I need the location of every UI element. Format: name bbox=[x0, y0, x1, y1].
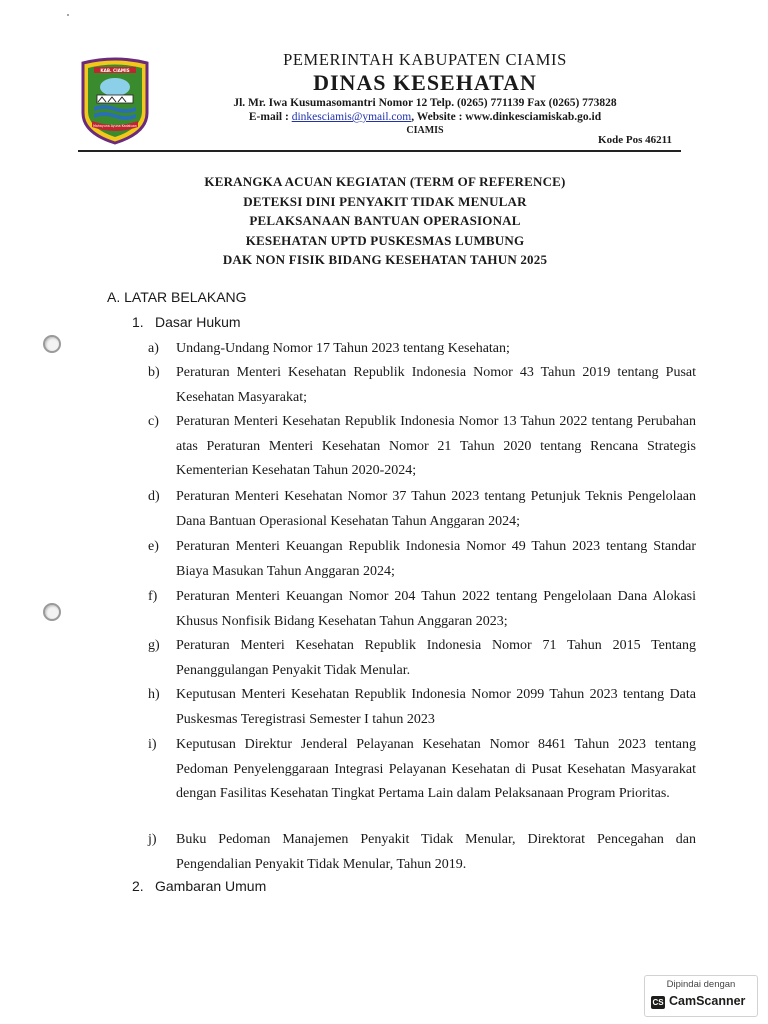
list-item-text: Buku Pedoman Manajemen Penyakit Tidak Menular, Direktorat Pencegahan dan Pengendalian Penyakit Tidak Menular, Tahun 2019. bbox=[176, 832, 696, 872]
document-title bbox=[80, 172, 690, 270]
list-item-letter: e) bbox=[148, 539, 159, 554]
logo-motto-text: Mahayuna Ayuna Kadatuan bbox=[93, 124, 137, 128]
camscanner-logo-icon: CS bbox=[652, 998, 664, 1007]
list-item-letter: f) bbox=[148, 589, 158, 604]
list-item-letter: j) bbox=[148, 832, 157, 847]
list-item-text: Peraturan Menteri Kesehatan Republik Indonesia Nomor 13 Tahun 2022 tentang Perubahan atas Peraturan Menteri Kesehatan Nomor 21 Tahun 2020 tentang Rencana Strategis Kementerian Kesehatan Tahun 2020-2024; bbox=[176, 414, 696, 478]
letterhead-divider bbox=[78, 150, 681, 152]
city-name: CIAMIS bbox=[406, 125, 444, 136]
logo-top-text: KAB. CIAMIS bbox=[100, 68, 130, 73]
letterhead bbox=[160, 50, 690, 137]
list-item-text: Peraturan Menteri Kesehatan Republik Indonesia Nomor 43 Tahun 2019 tentang Pusat Kesehatan Masyarakat; bbox=[176, 365, 696, 405]
section-heading-a: A. LATAR BELAKANG bbox=[107, 289, 247, 305]
subsection-title-dasar-hukum: Dasar Hukum bbox=[155, 314, 241, 330]
list-item-text: Keputusan Direktur Jenderal Pelayanan Kesehatan Nomor 8461 Tahun 2023 tentang Pedoman Penyelenggaraan Integrasi Pelayanan Kesehatan di Pusat Kesehatan Masyarakat dengan Fasilitas Kesehatan Tingkat Pertama Lain dalam Pelaksanaan Program Prioritas. bbox=[176, 737, 696, 801]
title-line: KESEHATAN UPTD PUSKESMAS LUMBUNG bbox=[245, 232, 525, 248]
agency-name: DINAS KESEHATAN bbox=[313, 70, 537, 95]
title-line: DAK NON FISIK BIDANG KESEHATAN TAHUN 2025 bbox=[222, 252, 548, 267]
camscanner-name: CamScanner bbox=[669, 994, 746, 1008]
government-name: PEMERINTAH KABUPATEN CIAMIS bbox=[283, 50, 567, 69]
punch-hole-bottom bbox=[43, 603, 61, 621]
website-text: , Website : www.dinkesciamiskab.go.id bbox=[411, 111, 602, 123]
list-item-letter: b) bbox=[148, 365, 160, 380]
email-link[interactable]: dinkesciamis@ymail.com bbox=[291, 111, 412, 123]
camscanner-watermark bbox=[644, 975, 758, 1017]
punch-hole-top bbox=[43, 335, 61, 353]
list-item-text: Peraturan Menteri Keuangan Republik Indonesia Nomor 49 Tahun 2023 tentang Standar Biaya Masukan Tahun Anggaran 2024; bbox=[176, 539, 696, 579]
scanned-with-label: Dipindai dengan bbox=[666, 979, 736, 990]
subsection-number-2: 2. bbox=[132, 878, 144, 894]
title-line: DETEKSI DINI PENYAKIT TIDAK MENULAR bbox=[243, 193, 527, 209]
list-item-letter: d) bbox=[148, 489, 160, 504]
email-label: E-mail : bbox=[248, 111, 292, 123]
ciamis-emblem-logo bbox=[80, 55, 150, 145]
list-item-letter: a) bbox=[148, 341, 159, 356]
list-item-letter: g) bbox=[148, 638, 160, 653]
list-item-text: Peraturan Menteri Kesehatan Nomor 37 Tahun 2023 tentang Petunjuk Teknis Pengelolaan Dana Bantuan Operasional Kesehatan Tahun Anggaran 2024; bbox=[176, 489, 696, 529]
list-item-text: Undang-Undang Nomor 17 Tahun 2023 tentang Kesehatan; bbox=[176, 341, 510, 356]
list-item-letter: i) bbox=[148, 737, 157, 752]
list-item-text: Peraturan Menteri Keuangan Nomor 204 Tahun 2022 tentang Pengelolaan Dana Alokasi Khusus Nonfisik Bidang Kesehatan Tahun Anggaran 2023; bbox=[176, 589, 696, 629]
contact-line bbox=[160, 110, 690, 124]
subsection-number-1: 1. bbox=[132, 314, 144, 330]
list-item-letter: c) bbox=[148, 414, 159, 429]
postal-code: Kode Pos 46211 bbox=[598, 134, 672, 146]
list-item-text: Peraturan Menteri Kesehatan Republik Indonesia Nomor 71 Tahun 2015 Tentang Penanggulangan Penyakit Tidak Menular. bbox=[176, 638, 696, 678]
title-line: KERANGKA ACUAN KEGIATAN (TERM OF REFERENCE) bbox=[204, 174, 566, 189]
list-item-text: Keputusan Menteri Kesehatan Republik Indonesia Nomor 2099 Tahun 2023 tentang Data Puskesmas Teregistrasi Semester I tahun 2023 bbox=[176, 687, 696, 727]
scan-speck bbox=[67, 14, 69, 16]
subsection-title-gambaran-umum: Gambaran Umum bbox=[155, 878, 267, 894]
title-line: PELAKSANAAN BANTUAN OPERASIONAL bbox=[249, 213, 521, 228]
agency-address: Jl. Mr. Iwa Kusumasomantri Nomor 12 Telp. (0265) 771139 Fax (0265) 773828 bbox=[233, 97, 617, 109]
list-item-letter: h) bbox=[148, 687, 160, 702]
